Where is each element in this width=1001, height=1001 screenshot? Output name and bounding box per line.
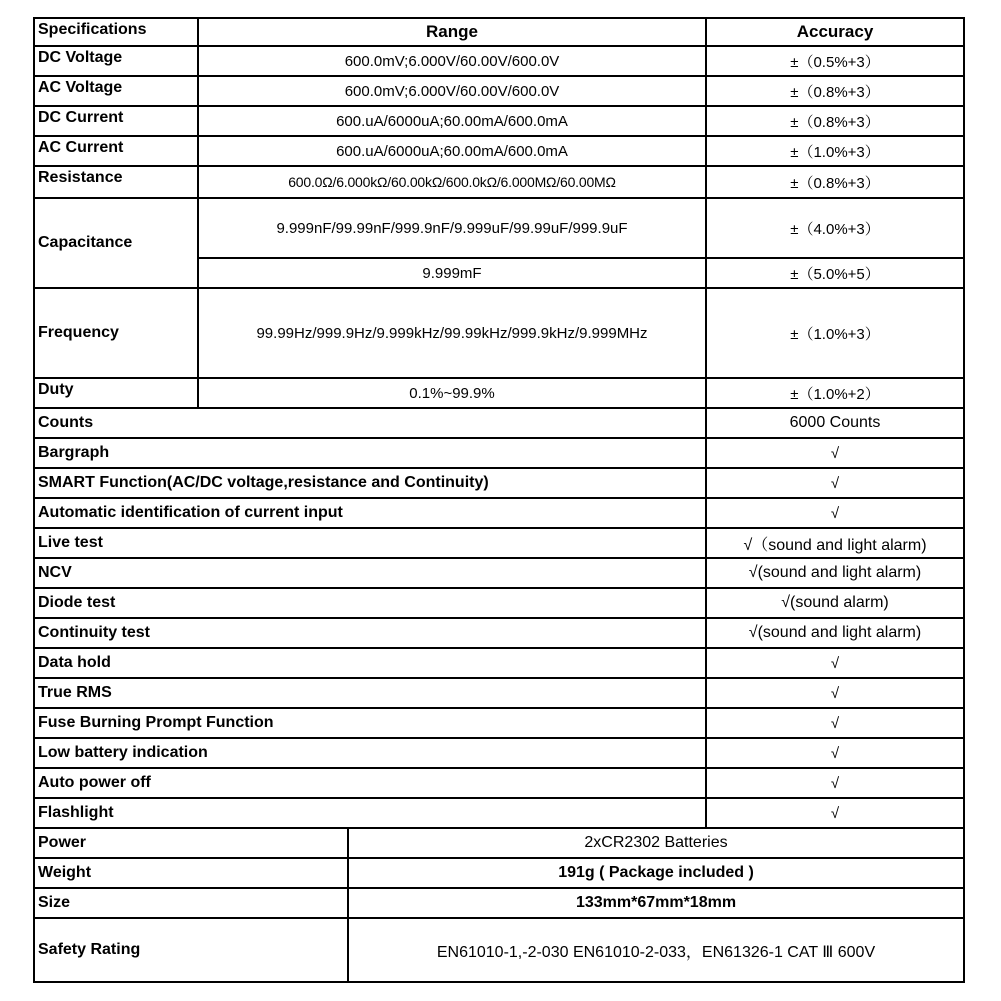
accuracy-capacitance-2: ±（5.0%+5）	[705, 257, 965, 289]
feature-label-live-test: Live test	[33, 527, 707, 559]
range-ac-voltage: 600.0mV;6.000V/60.00V/600.0V	[197, 75, 707, 107]
range-duty: 0.1%~99.9%	[197, 377, 707, 409]
range-resistance: 600.0Ω/6.000kΩ/60.00kΩ/600.0kΩ/6.000MΩ/60.00MΩ	[197, 165, 707, 199]
feature-label-flashlight: Flashlight	[33, 797, 707, 829]
range-capacitance-1: 9.999nF/99.99nF/999.9nF/9.999uF/99.99uF/999.9uF	[197, 197, 707, 259]
feature-label-true-rms: True RMS	[33, 677, 707, 709]
row-label-dc-current: DC Current	[33, 105, 199, 137]
accuracy-ac-current: ±（1.0%+3）	[705, 135, 965, 167]
general-value-safety-rating: EN61010-1,-2-030 EN61010-2-033，EN61326-1 CAT Ⅲ 600V	[347, 917, 965, 983]
feature-value-fuse-prompt: √	[705, 707, 965, 739]
row-label-duty: Duty	[33, 377, 199, 409]
feature-value-ncv: √(sound and light alarm)	[705, 557, 965, 589]
feature-label-data-hold: Data hold	[33, 647, 707, 679]
row-label-ac-voltage: AC Voltage	[33, 75, 199, 107]
feature-value-counts: 6000 Counts	[705, 407, 965, 439]
feature-label-smart-function: SMART Function(AC/DC voltage,resistance and Continuity)	[33, 467, 707, 499]
feature-value-auto-current-id: √	[705, 497, 965, 529]
feature-label-diode-test: Diode test	[33, 587, 707, 619]
feature-value-live-test: √（sound and light alarm)	[705, 527, 965, 559]
range-dc-current: 600.uA/6000uA;60.00mA/600.0mA	[197, 105, 707, 137]
accuracy-resistance: ±（0.8%+3）	[705, 165, 965, 199]
feature-label-ncv: NCV	[33, 557, 707, 589]
general-label-size: Size	[33, 887, 349, 919]
general-label-power: Power	[33, 827, 349, 859]
feature-label-continuity-test: Continuity test	[33, 617, 707, 649]
row-label-frequency: Frequency	[33, 287, 199, 379]
feature-value-auto-power-off: √	[705, 767, 965, 799]
accuracy-dc-voltage: ±（0.5%+3）	[705, 45, 965, 77]
row-label-resistance: Resistance	[33, 165, 199, 199]
feature-value-true-rms: √	[705, 677, 965, 709]
feature-label-bargraph: Bargraph	[33, 437, 707, 469]
general-value-power: 2xCR2302 Batteries	[347, 827, 965, 859]
general-value-weight: 191g ( Package included )	[347, 857, 965, 889]
general-label-safety-rating: Safety Rating	[33, 917, 349, 983]
feature-value-smart-function: √	[705, 467, 965, 499]
accuracy-duty: ±（1.0%+2）	[705, 377, 965, 409]
feature-value-flashlight: √	[705, 797, 965, 829]
row-label-dc-voltage: DC Voltage	[33, 45, 199, 77]
accuracy-ac-voltage: ±（0.8%+3）	[705, 75, 965, 107]
feature-value-data-hold: √	[705, 647, 965, 679]
accuracy-capacitance-1: ±（4.0%+3）	[705, 197, 965, 259]
feature-label-low-battery: Low battery indication	[33, 737, 707, 769]
header-accuracy: Accuracy	[705, 17, 965, 47]
feature-label-auto-current-id: Automatic identification of current input	[33, 497, 707, 529]
general-value-size: 133mm*67mm*18mm	[347, 887, 965, 919]
specifications-table	[33, 17, 965, 983]
range-frequency: 99.99Hz/999.9Hz/9.999kHz/99.99kHz/999.9kHz/9.999MHz	[197, 287, 707, 379]
feature-label-auto-power-off: Auto power off	[33, 767, 707, 799]
header-specifications: Specifications	[33, 17, 199, 47]
feature-value-continuity-test: √(sound and light alarm)	[705, 617, 965, 649]
accuracy-frequency: ±（1.0%+3）	[705, 287, 965, 379]
row-label-ac-current: AC Current	[33, 135, 199, 167]
feature-value-diode-test: √(sound alarm)	[705, 587, 965, 619]
header-range: Range	[197, 17, 707, 47]
row-label-capacitance: Capacitance	[33, 197, 199, 289]
general-label-weight: Weight	[33, 857, 349, 889]
feature-value-bargraph: √	[705, 437, 965, 469]
range-dc-voltage: 600.0mV;6.000V/60.00V/600.0V	[197, 45, 707, 77]
feature-value-low-battery: √	[705, 737, 965, 769]
feature-label-counts: Counts	[33, 407, 707, 439]
feature-label-fuse-prompt: Fuse Burning Prompt Function	[33, 707, 707, 739]
range-ac-current: 600.uA/6000uA;60.00mA/600.0mA	[197, 135, 707, 167]
accuracy-dc-current: ±（0.8%+3）	[705, 105, 965, 137]
range-capacitance-2: 9.999mF	[197, 257, 707, 289]
